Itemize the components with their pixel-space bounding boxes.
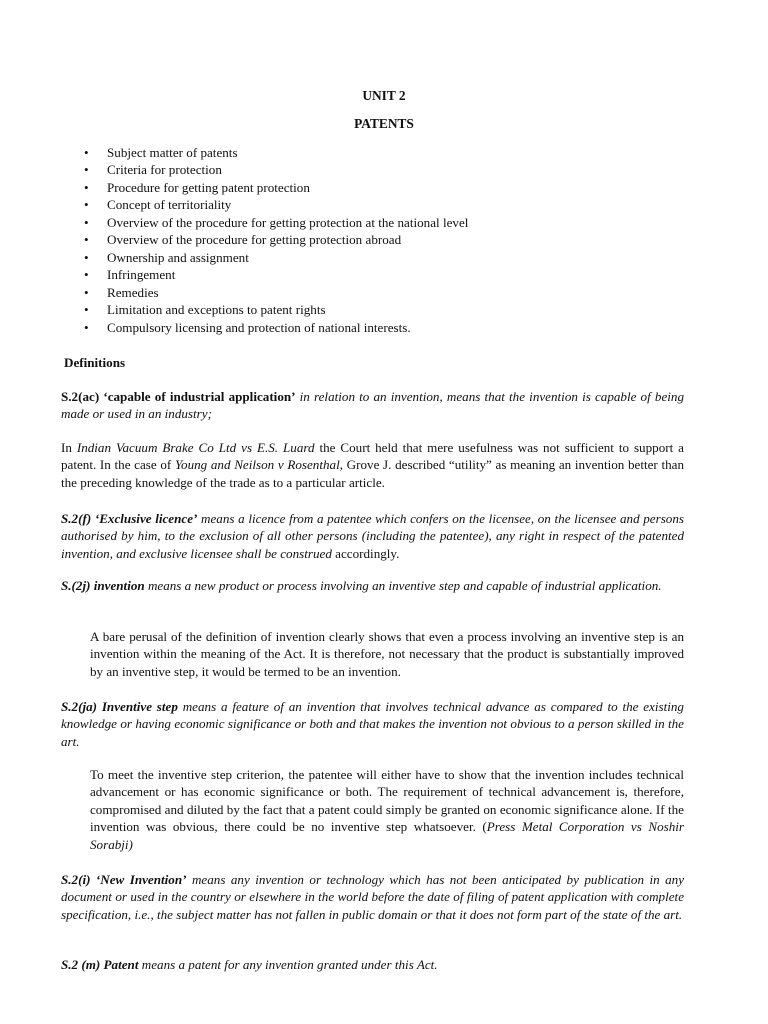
bullet-icon: • [84, 232, 89, 248]
topics-list [84, 144, 667, 336]
case-law-paragraph: In Indian Vacuum Brake Co Ltd vs E.S. Luard the Court held that mere usefulness was not sufficient to support a patent. In the case of Young and Neilson v Rosenthal, Grove J. described “utility” as meaning an invention better than the preceding knowledge of the trade as to a particular article. [61, 440, 685, 490]
bullet-icon: • [84, 197, 89, 213]
list-item: • Overview of the procedure for getting protection at the national level [84, 214, 469, 230]
definition-s2f: S.2(f) ‘Exclusive licence’ means a licence from a patentee which confers on the licensee, on the licensee and persons authorised by him, to the exclusion of all other persons (including the patentee), any right in respect of the patented invention, and exclusive licensee shall be construed accordingly. [61, 511, 684, 561]
list-item: • Criteria for protection [84, 162, 222, 178]
list-item: • Procedure for getting patent protection [84, 179, 310, 195]
list-item: • Infringement [84, 267, 176, 283]
case-name: Press Metal Corporation vs Noshir Sorabji) [90, 819, 684, 852]
definition-s2m [61, 956, 684, 973]
page-title: PATENTS [354, 116, 414, 131]
section-label: S.(2j) invention [61, 578, 145, 593]
definition-text: means a patent for any invention granted under this Act. [138, 957, 438, 972]
bullet-icon: • [84, 214, 89, 230]
definition-text: means a licence from a patentee which confers on the licensee, on the licensee and persons authorised by him, to the exclusion of all other persons (including the patentee), any right in respect of the patented invention, and exclusive licensee shall be construed [61, 511, 684, 561]
section-label: S.2(ja) Inventive step [61, 699, 178, 714]
bullet-icon: • [84, 302, 89, 318]
unit-heading: UNIT 2 [362, 88, 406, 103]
definition-text: means a feature of an invention that involves technical advance as compared to the existing knowledge or having economic significance or both and that makes the invention not obvious to a person skilled in the art. [61, 699, 684, 749]
definition-s2ja [61, 698, 684, 750]
list-item: • Remedies [84, 284, 159, 300]
definitions-heading: Definitions [64, 355, 126, 370]
bullet-icon: • [84, 145, 89, 160]
list-item: • Ownership and assignment [84, 249, 249, 265]
list-item: • Overview of the procedure for getting protection abroad [84, 232, 402, 248]
definition-s2i [61, 871, 684, 923]
case-name: Young and Neilson v Rosenthal, [174, 457, 343, 473]
inventive-step-note: To meet the inventive step criterion, the patentee will either have to show that the invention includes technical advancement or has economic significance or both. The requirement of technical advancement is, therefore, compromised and diluted by the fact that a patent could simply be granted on economic significance alone. If the invention was obvious, there could be no inventive step whatsoever. (Press Metal Corporation vs Noshir Sorabji) [90, 767, 684, 852]
list-item: • Concept of territoriality [84, 197, 232, 213]
definition-text: means any invention or technology which has not been anticipated by publication in any document or used in the country or elsewhere in the world before the date of filing of patent application with complete specification, i.e., the subject matter has not fallen in public domain or that it does not form part of the state of the art. [61, 872, 685, 922]
invention-note: A bare perusal of the definition of invention clearly shows that even a process involving an inventive step is an invention within the meaning of the Act. It is therefore, not necessary that the product is substantially improved by an inventive step, it would be termed to be an invention. [90, 629, 684, 679]
section-label: S.2 (m) Patent [61, 957, 139, 972]
section-label: S.2(ac) ‘capable of industrial application’ [61, 389, 296, 404]
section-label: S.2(i) ‘New Invention’ [61, 872, 187, 887]
case-name: Indian Vacuum Brake Co Ltd vs E.S. Luard [76, 440, 315, 455]
definition-s2j [61, 577, 684, 594]
bullet-icon: • [84, 249, 89, 265]
bullet-icon: • [84, 179, 89, 195]
bullet-icon: • [84, 284, 89, 300]
definition-text: in relation to an invention, means that the invention is capable of being made or used in an industry; [61, 389, 684, 422]
list-item: • Limitation and exceptions to patent rights [84, 302, 326, 318]
section-label: S.2(f) ‘Exclusive licence’ [61, 511, 198, 526]
bullet-icon: • [84, 267, 89, 283]
list-item: • Subject matter of patents [84, 145, 238, 160]
bullet-icon: • [84, 162, 89, 178]
list-item: • Compulsory licensing and protection of national interests. [84, 319, 411, 335]
definition-text: means a new product or process involving an inventive step and capable of industrial application. [144, 578, 662, 593]
definition-s2ac [61, 388, 684, 423]
bullet-icon: • [84, 319, 89, 335]
